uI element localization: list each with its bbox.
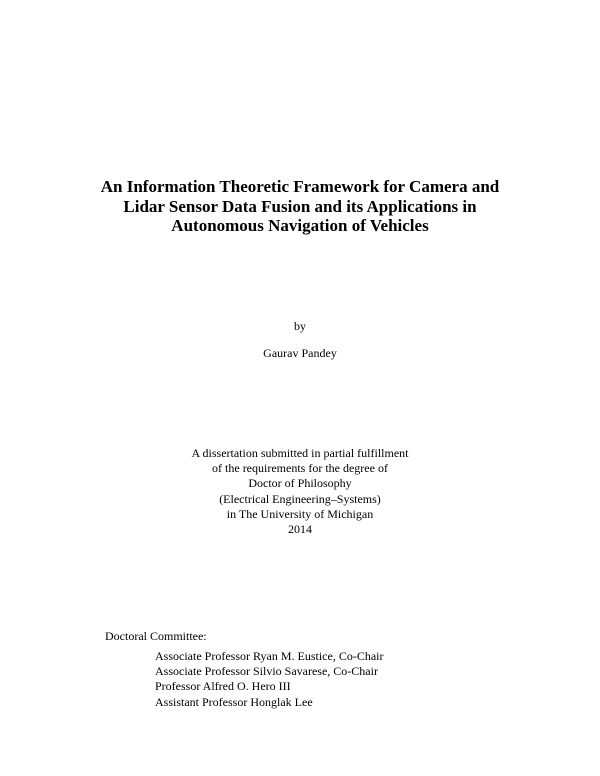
- committee-member: Associate Professor Silvio Savarese, Co-Chair: [155, 664, 378, 679]
- committee-member: Professor Alfred O. Hero III: [155, 679, 291, 694]
- committee-heading: Doctoral Committee:: [105, 629, 207, 643]
- author-name: Gaurav Pandey: [263, 346, 337, 360]
- title-line: Lidar Sensor Data Fusion and its Applications in: [123, 196, 477, 216]
- submission-line: A dissertation submitted in partial fulfillment: [191, 446, 409, 460]
- degree-name: Doctor of Philosophy: [248, 476, 352, 491]
- year: 2014: [288, 522, 312, 537]
- title-line: Autonomous Navigation of Vehicles: [171, 216, 429, 235]
- dissertation-title: [0, 177, 600, 236]
- submission-statement: [0, 446, 600, 537]
- committee-member: Associate Professor Ryan M. Eustice, Co-Chair: [155, 649, 384, 663]
- university: in The University of Michigan: [226, 506, 374, 521]
- by-label: by: [294, 319, 306, 333]
- title-line: An Information Theoretic Framework for Camera and: [100, 177, 500, 196]
- committee-list: [155, 649, 383, 710]
- committee-member: Assistant Professor Honglak Lee: [155, 694, 313, 709]
- department: (Electrical Engineering–Systems): [219, 491, 381, 506]
- submission-line: of the requirements for the degree of: [212, 461, 388, 476]
